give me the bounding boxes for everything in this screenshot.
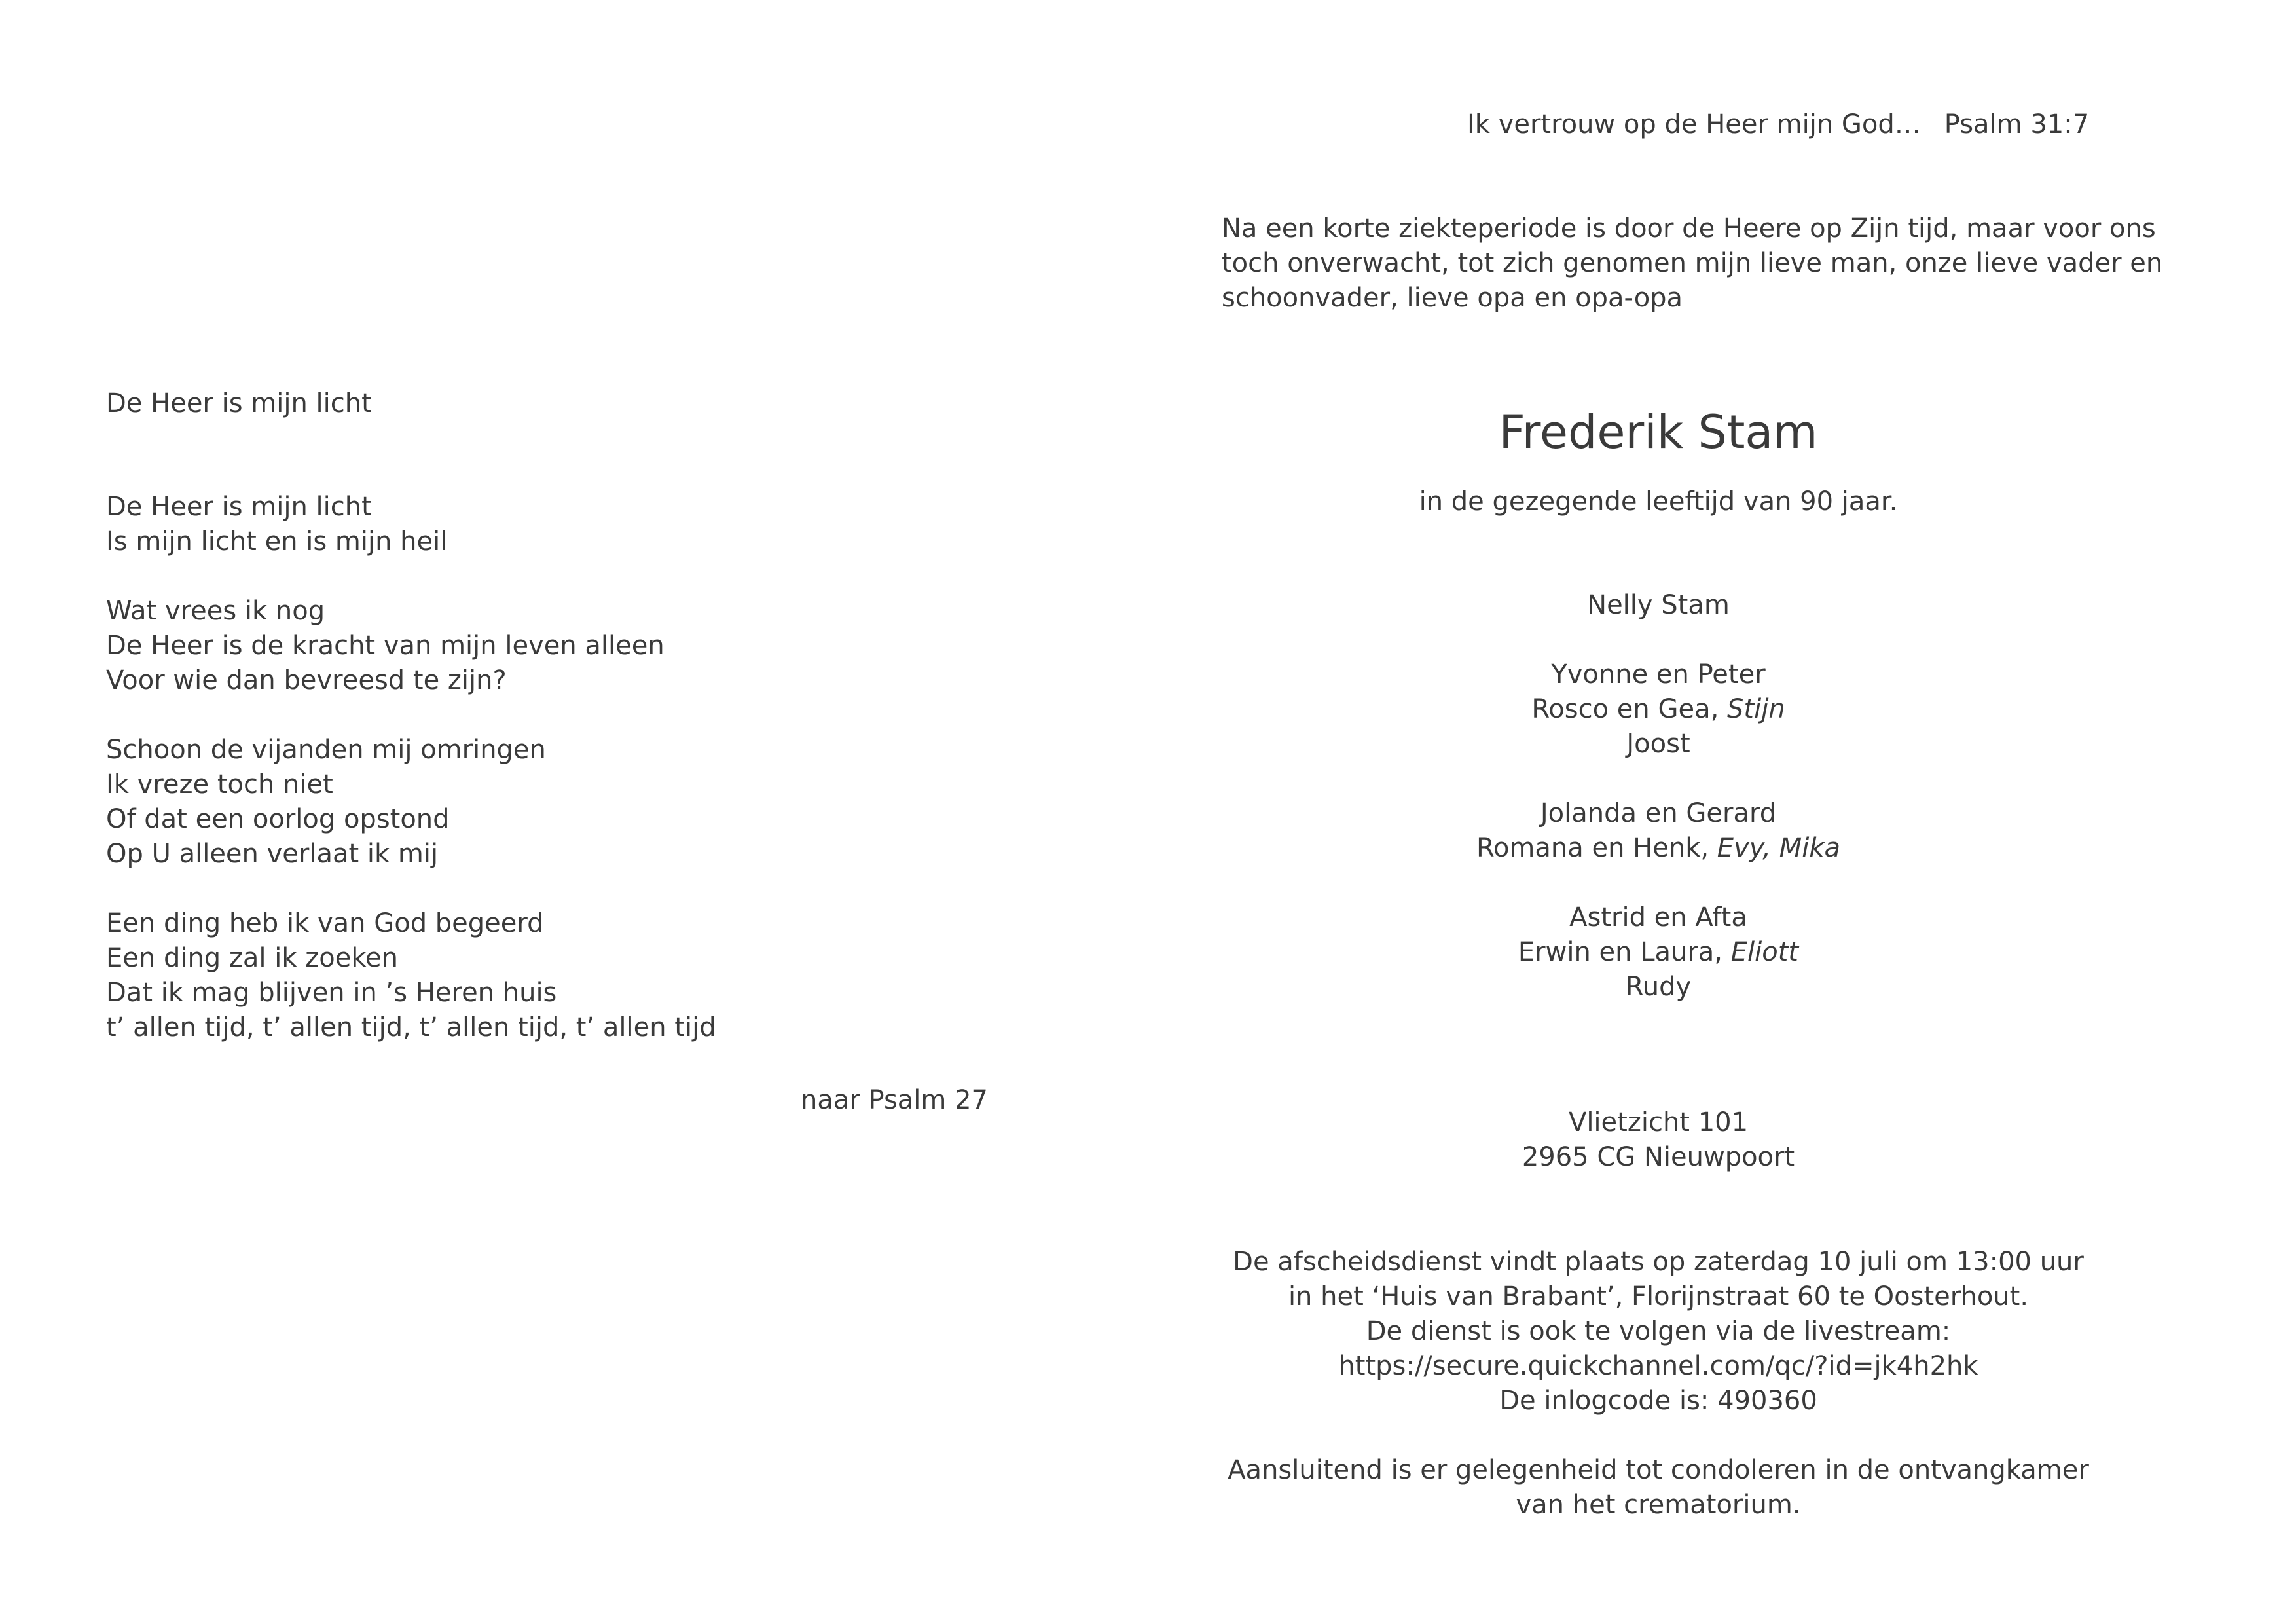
address-street: Vlietzicht 101 (1568, 1107, 1749, 1137)
family-line: Joost (1626, 729, 1690, 759)
grandchild-names: Evy, Mika (1717, 833, 1841, 863)
livestream-url: https://secure.quickchannel.com/qc/?id=jk4h2hk (1338, 1351, 1978, 1381)
condolence-line: van het crematorium. (1516, 1490, 1801, 1520)
poem-stanza-1 (106, 490, 716, 559)
family-line: Jolanda en Gerard (1540, 798, 1777, 828)
poem-line: Een ding heb ik van God begeerd (106, 908, 544, 938)
family-names: Erwin en Laura, (1518, 937, 1731, 967)
poem-source: naar Psalm 27 (801, 1085, 988, 1115)
family-names: Rosco en Gea, (1531, 694, 1728, 724)
family-spouse (1148, 588, 2169, 623)
age-line: in de gezegende leeftijd van 90 jaar. (1419, 487, 1898, 517)
deceased-name: Frederik Stam (1499, 405, 1818, 459)
grandchild-names: Stijn (1727, 694, 1785, 724)
family-list (1148, 588, 2169, 1005)
poem-line: Schoon de vijanden mij omringen (106, 735, 546, 765)
condolence-paragraph (1148, 1453, 2169, 1522)
motto-text: Ik vertrouw op de Heer mijn God… (1467, 109, 1921, 139)
family-line (1148, 692, 2169, 727)
poem-title: De Heer is mijn licht (106, 388, 372, 418)
intro-line: toch onverwacht, tot zich genomen mijn lieve man, onze lieve vader en (1222, 248, 2163, 278)
address (1148, 1105, 2169, 1175)
poem-line: Wat vrees ik nog (106, 596, 325, 626)
family-line: Yvonne en Peter (1551, 659, 1766, 690)
poem-line: De Heer is mijn licht (106, 492, 372, 522)
family-line: Nelly Stam (1587, 590, 1730, 620)
service-line: De afscheidsdienst vindt plaats op zaterdag 10 juli om 13:00 uur (1233, 1247, 2084, 1277)
family-line: Astrid en Afta (1569, 902, 1747, 932)
intro-line: Na een korte ziekteperiode is door de Heere op Zijn tijd, maar voor ons (1222, 213, 2156, 244)
grandchild-names: Eliott (1730, 937, 1799, 967)
family-line (1148, 935, 2169, 970)
bible-motto (1467, 107, 2089, 142)
family-group-1 (1148, 657, 2169, 762)
intro-paragraph (1222, 212, 2162, 316)
poem-line: Ik vreze toch niet (106, 769, 333, 800)
family-group-2 (1148, 796, 2169, 866)
poem-line: Dat ik mag blijven in ’s Heren huis (106, 978, 557, 1008)
service-line: De dienst is ook te volgen via de livestream: (1366, 1316, 1951, 1346)
family-group-3 (1148, 900, 2169, 1005)
poem-stanza-2 (106, 594, 716, 698)
poem-line: Op U alleen verlaat ik mij (106, 839, 439, 869)
intro-line: schoonvader, lieve opa en opa-opa (1222, 283, 1683, 313)
poem-line: Is mijn licht en is mijn heil (106, 526, 448, 557)
right-page (1148, 0, 2296, 1624)
poem-line: Voor wie dan bevreesd te zijn? (106, 665, 507, 695)
poem-stanza-3 (106, 733, 716, 872)
address-city: 2965 CG Nieuwpoort (1522, 1142, 1795, 1172)
login-code: De inlogcode is: 490360 (1499, 1386, 1817, 1416)
poem-line: De Heer is de kracht van mijn leven alleen (106, 631, 665, 661)
service-paragraph (1148, 1245, 2169, 1418)
motto-reference: Psalm 31:7 (1944, 109, 2090, 139)
poem-line: t’ allen tijd, t’ allen tijd, t’ allen tijd, t’ allen tijd (106, 1012, 716, 1043)
service-line: in het ‘Huis van Brabant’, Florijnstraat 60 te Oosterhout. (1288, 1282, 2029, 1312)
family-names: Romana en Henk, (1476, 833, 1717, 863)
poem-stanza-4 (106, 906, 716, 1045)
service-info (1148, 1245, 2169, 1522)
condolence-line: Aansluitend is er gelegenheid tot condoleren in de ontvangkamer (1228, 1455, 2089, 1485)
family-line: Rudy (1625, 972, 1692, 1002)
poem-line: Of dat een oorlog opstond (106, 804, 450, 834)
family-line (1148, 831, 2169, 866)
poem (106, 490, 716, 1045)
poem-line: Een ding zal ik zoeken (106, 943, 399, 973)
